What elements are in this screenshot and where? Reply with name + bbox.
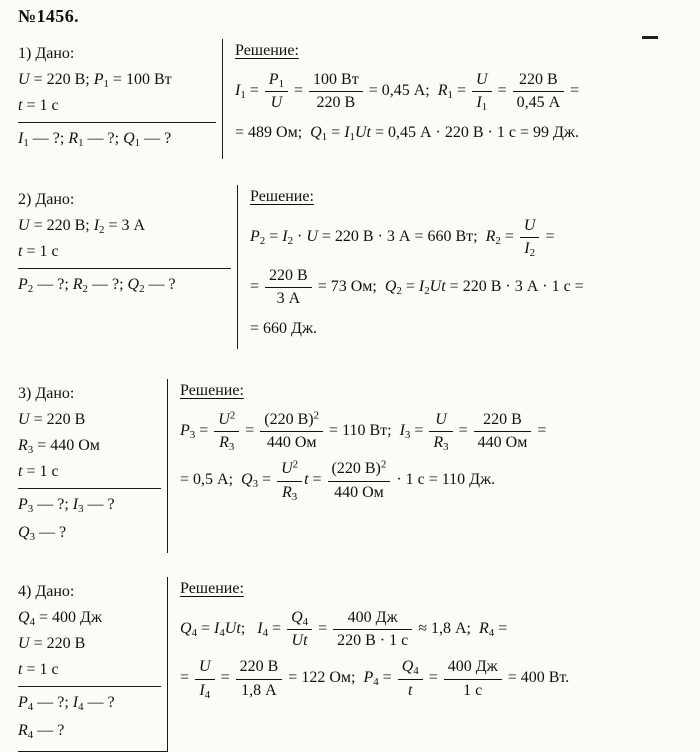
fraction: $\frac{400 Дж}{1 с}$: [444, 657, 502, 700]
solution-line: = 660 Дж.: [250, 319, 317, 337]
dano-label-3: Дано:: [35, 384, 75, 402]
fraction: $\frac{U}{I_1}$: [472, 70, 492, 113]
problem-number-1: 1): [18, 45, 32, 62]
solution-label-1: Решение:: [235, 42, 299, 59]
solution-lines-3: [180, 410, 696, 503]
solution-lines-4: [180, 608, 696, 701]
problem-1: [18, 39, 696, 159]
fraction: $\frac{(220 В)^2}{440 Ом}$: [260, 410, 323, 453]
fraction: $\frac{Q_4}{Ut}$: [287, 608, 312, 651]
given-line: t = 1 с: [18, 97, 59, 114]
given-divider-3: [18, 488, 161, 489]
problem-2: [18, 185, 696, 349]
given-divider-1: [18, 122, 216, 123]
given-line: t = 1 с: [18, 243, 59, 260]
dano-label-2: Дано:: [35, 191, 75, 208]
find-values-1: [18, 125, 216, 153]
given-line: $Q_4 = 400$ Дж: [18, 608, 102, 628]
solution-lines-2: [250, 216, 696, 342]
solution-line: = 0,5 А; $Q_3$ = $\frac{U^2}{R_3}$ t = $\frac{(220 В)^2}{440 Ом}$ · 1 с = 110 Дж.: [180, 458, 496, 503]
solution-line: = $\frac{220 В}{3 А}$ = 73 Ом; $Q_2 = I_2Ut = 220$ В · 3 А · 1 с =: [250, 266, 584, 308]
solution-line: $P_3$ = $\frac{U^2}{R_3}$ = $\frac{(220 В)^2}{440 Ом}$ = 110 Вт; $I_3$ = $\frac{U}{R_3}$ = $\frac{220 В}{440 Ом}$ =: [180, 409, 547, 453]
given-column-1: [18, 39, 223, 159]
solution-label-3: Решение:: [180, 381, 244, 399]
fraction: $\frac{Q_4}{t}$: [398, 657, 423, 700]
solution-column-4: [168, 577, 696, 752]
fraction: $\frac{(220 В)^2}{440 Ом}$: [328, 459, 391, 502]
given-header-2: [18, 187, 231, 213]
solution-line: $Q_4 = I_4Ut$; $I_4$ = $\frac{Q_4}{Ut}$ = $\frac{400 Дж}{220 В \cdot 1 с}$ ≈ 1,8 А; $R_4$ =: [180, 608, 508, 649]
find-line: $I_1$ — ?; $R_1$ — ?; $Q_1$ — ?: [18, 130, 172, 150]
problem-number-3: 3): [18, 384, 32, 402]
given-column-2: [18, 185, 238, 349]
given-values-4: [18, 605, 161, 683]
solution-label-2: Решение:: [250, 188, 314, 205]
problem-number-2: 2): [18, 191, 32, 208]
given-values-2: [18, 213, 231, 265]
find-line: $R_4$ — ?: [18, 721, 65, 741]
given-column-4: [18, 577, 168, 752]
fraction: $\frac{400 Дж}{220 В \cdot 1 с}$: [333, 608, 412, 651]
fraction: $\frac{220 В}{0,45 А}$: [513, 70, 565, 113]
solution-column-2: [238, 185, 696, 349]
find-values-3: [18, 491, 161, 547]
dano-label-4: Дано:: [35, 582, 75, 600]
given-line: U = 220 В; $I_2 = 3$ А: [18, 217, 146, 237]
dano-label-1: Дано:: [35, 45, 75, 62]
problem-title: №1456.: [18, 6, 79, 26]
fraction: $\frac{100 Вт}{220 В}$: [309, 70, 363, 113]
given-line: $R_3 = 440$ Ом: [18, 436, 100, 456]
solution-line: = $\frac{U}{I_4}$ = $\frac{220 В}{1,8 А}$ = 122 Ом; $P_4$ = $\frac{Q_4}{t}$ = $\frac{400 Дж}{1 с}$ = 400 Вт.: [180, 658, 570, 701]
solution-column-1: [223, 39, 696, 159]
solution-line: = 489 Ом; $Q_1 = I_1Ut = 0,45$ А · 220 В · 1 с = 99 Дж.: [235, 123, 579, 143]
solution-column-3: [168, 379, 696, 553]
solution-line: $P_2 = I_2 \cdot U = 220$ В · 3 А = 660 Вт; $R_2$ = $\frac{U}{I_2}$ =: [250, 217, 555, 260]
given-column-3: [18, 379, 168, 553]
fraction: $\frac{U^2}{R_3}$: [214, 410, 239, 453]
solution-line: $I_1$ = $\frac{P_1}{U}$ = $\frac{100 Вт}{220 В}$ = 0,45 А; $R_1$ = $\frac{U}{I_1}$ = $\frac{220 В}{0,45 А}$ =: [235, 71, 580, 114]
given-divider-4: [18, 686, 161, 687]
given-values-3: [18, 407, 161, 485]
fraction: $\frac{U}{I_4}$: [195, 657, 215, 700]
given-line: U = 220 В: [18, 634, 86, 652]
given-header-1: [18, 41, 216, 67]
given-values-1: [18, 67, 216, 119]
problem-3: [18, 379, 696, 553]
problem-number-4: 4): [18, 582, 32, 600]
solution-lines-1: [235, 70, 696, 146]
find-values-4: [18, 689, 161, 745]
find-line: $P_3$ — ?; $I_3$ — ?: [18, 495, 115, 515]
given-divider-2: [18, 268, 231, 269]
fraction: $\frac{U^2}{R_3}$: [277, 459, 302, 502]
fraction: $\frac{220 В}{440 Ом}$: [474, 410, 532, 453]
given-line: U = 220 В; $P_1 = 100$ Вт: [18, 71, 172, 91]
find-line: $P_4$ — ?; $I_4$ — ?: [18, 693, 115, 713]
fraction: $\frac{U}{I_2}$: [520, 216, 540, 259]
solution-label-4: Решение:: [180, 579, 244, 597]
given-line: t = 1 с: [18, 462, 59, 480]
given-line: U = 220 В: [18, 410, 86, 428]
find-line: $Q_3$ — ?: [18, 523, 67, 543]
fraction: $\frac{220 В}{1,8 А}$: [236, 657, 283, 700]
problem-4: [18, 577, 696, 752]
given-line: t = 1 с: [18, 660, 59, 678]
fraction: $\frac{U}{R_3}$: [429, 410, 452, 453]
given-header-3: [18, 381, 161, 407]
fraction: $\frac{220 В}{3 А}$: [265, 266, 312, 309]
find-line: $P_2$ — ?; $R_2$ — ?; $Q_2$ — ?: [18, 276, 176, 296]
scan-artifact: [642, 36, 658, 39]
given-header-4: [18, 579, 161, 605]
find-values-2: [18, 271, 231, 299]
fraction: $\frac{P_1}{U}$: [265, 70, 288, 113]
